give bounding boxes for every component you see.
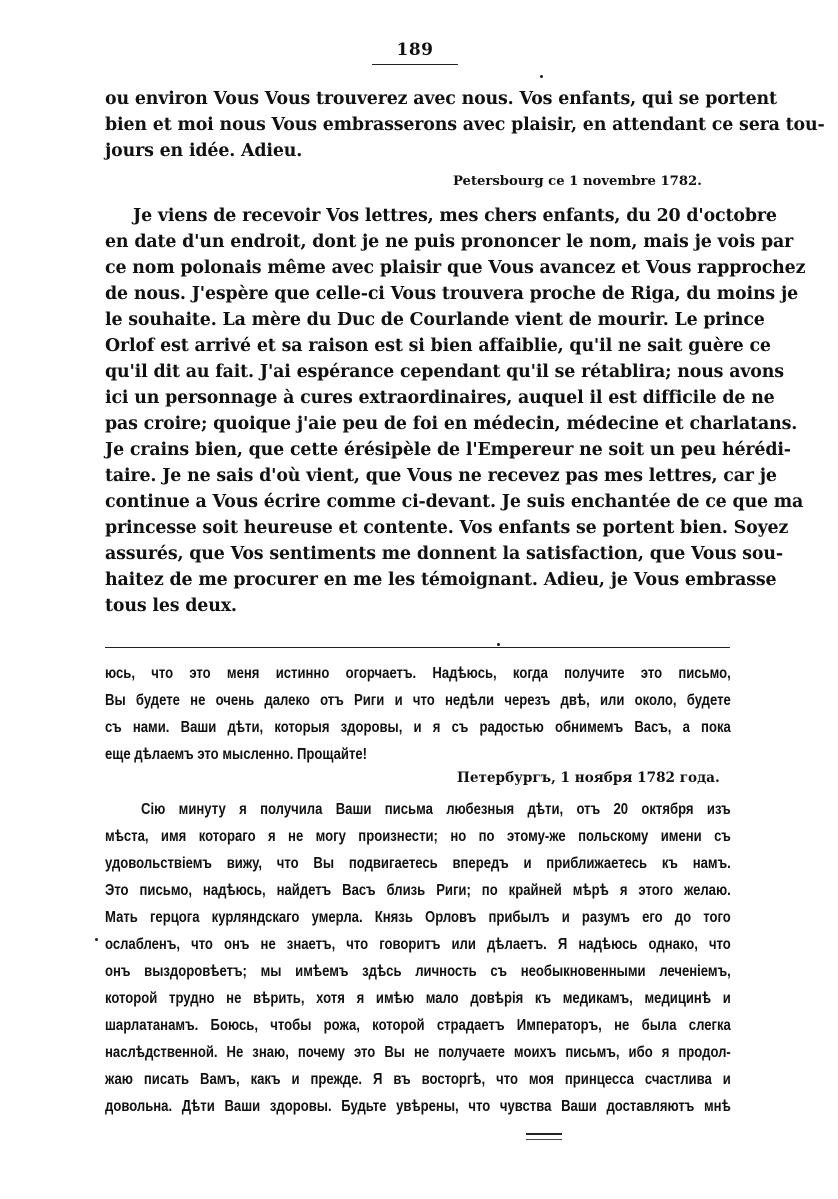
ru-p2-line-6: ослабленъ, что онъ не знаетъ, что говоритъ или дѣлаетъ. Я надѣюсь однако, что — [105, 936, 731, 953]
ru-p2-line-8: которой трудно не вѣрить, хотя я имѣю мало довѣрiя къ медикамъ, медицинѣ и — [105, 990, 731, 1007]
fr-p2-line-12: continue a Vous écrire comme ci-devant. Je suis enchantée de ce que ma — [105, 492, 804, 512]
fr-p1-line-1: ou environ Vous Vous trouverez avec nous. Vos enfants, qui se portent — [105, 89, 777, 109]
fr-p2-line-2: en date d'un endroit, dont je ne puis prononcer le nom, mais je vois par — [105, 232, 794, 252]
fr-p2-line-14: assurés, que Vos sentiments me donnent la satisfaction, que Vous sou- — [105, 544, 783, 564]
ru-p2-line-1: Сiю минуту я получила Ваши письма любезныя дѣти, отъ 20 октября изъ — [141, 801, 731, 818]
fr-p2-line-9: pas croire; quoique j'aie peu de foi en médecin, médecine et charlatans. — [105, 414, 798, 434]
fr-p2-line-5: le souhaite. La mère du Duc de Courlande vient de mourir. Le prince — [105, 310, 765, 330]
ru-p2-line-7: онъ выздоровѣетъ; мы имѣемъ здѣсь личность съ необыкновенными леченiемъ, — [105, 963, 731, 980]
ru-p1-line-3: съ нами. Ваши дѣти, которыя здоровы, и я съ радостью обнимемъ Васъ, а пока — [105, 719, 731, 736]
russian-dateline: Петербургъ, 1 ноября 1782 года. — [457, 770, 720, 786]
fr-p2-line-11: taire. Je ne sais d'où vient, que Vous ne recevez pas mes lettres, car je — [105, 466, 777, 486]
fr-p2-line-1: Je viens de recevoir Vos lettres, mes chers enfants, du 20 d'octobre — [133, 206, 777, 226]
fr-p2-line-6: Orlof est arrivé et sa raison est si bien affaiblie, qu'il ne sait guère ce — [105, 336, 771, 356]
footer-ornament — [526, 1133, 562, 1140]
ru-p2-line-4: Это письмо, надѣюсь, найдетъ Васъ близь Риги; по крайней мѣрѣ я этого желаю. — [105, 882, 731, 899]
fr-p2-line-10: Je crains bien, que cette érésipèle de l'Empereur ne soit un peu hérédi- — [105, 440, 791, 460]
fr-p2-line-16: tous les deux. — [105, 596, 237, 616]
ru-p2-line-10: наслѣдственной. Не знаю, почему это Вы не получаете моихъ письмъ, ибо я продол- — [105, 1044, 731, 1061]
fr-p2-line-3: ce nom polonais même avec plaisir que Vous avancez et Vous rapprochez — [105, 258, 806, 278]
fr-p2-line-8: ici un personnage à cures extraordinaires, auquel il est difficile de ne — [105, 388, 775, 408]
french-dateline: Petersbourg ce 1 novembre 1782. — [453, 174, 702, 189]
print-speck — [95, 938, 98, 941]
page-number-rule — [372, 64, 458, 65]
fr-p2-line-7: qu'il dit au fait. J'ai espérance cependant qu'il se rétablira; nous avons — [105, 362, 784, 382]
section-divider — [105, 647, 730, 648]
fr-p2-line-15: haitez de me procurer en me les témoignant. Adieu, je Vous embrasse — [105, 570, 777, 590]
print-speck — [497, 643, 500, 646]
ru-p2-line-12: довольна. Дѣти Ваши здоровы. Будьте увѣрены, что чувства Ваши доставляютъ мнѣ — [105, 1098, 731, 1115]
fr-p1-line-3: jours en idée. Adieu. — [105, 141, 303, 161]
ru-p1-line-1: юсь, что это меня истинно огорчаетъ. Надѣюсь, когда получите это письмо, — [105, 665, 731, 682]
ru-p1-line-4: еще дѣлаемъ это мысленно. Прощайте! — [105, 746, 368, 763]
fr-p2-line-4: de nous. J'espère que celle-ci Vous trouvera proche de Riga, du moins je — [105, 284, 799, 304]
ru-p2-line-5: Мать герцога курляндскаго умерла. Князь Орловъ прибылъ и разумъ его до того — [105, 909, 731, 926]
fr-p1-line-2: bien et moi nous Vous embrasserons avec plaisir, en attendant ce sera tou- — [105, 115, 825, 135]
ru-p1-line-2: Вы будете не очень далеко отъ Риги и что недѣли черезъ двѣ, или около, будете — [105, 692, 731, 709]
ru-p2-line-11: жаю писать Вамъ, какъ и прежде. Я въ восторгѣ, что моя принцесса счастлива и — [105, 1071, 731, 1088]
print-speck — [540, 75, 543, 78]
ru-p2-line-2: мѣста, имя котораго я не могу произнести; но по этому-же польскому имени съ — [105, 828, 731, 845]
page-number: 189 — [396, 40, 434, 60]
fr-p2-line-13: princesse soit heureuse et contente. Vos enfants se portent bien. Soyez — [105, 518, 789, 538]
ru-p2-line-9: шарлатанамъ. Боюсь, чтобы рожа, которой страдаетъ Императоръ, не была слегка — [105, 1017, 731, 1034]
ru-p2-line-3: удовольствiемъ вижу, что Вы подвигаетесь впередъ и приближаетесь къ намъ. — [105, 855, 731, 872]
